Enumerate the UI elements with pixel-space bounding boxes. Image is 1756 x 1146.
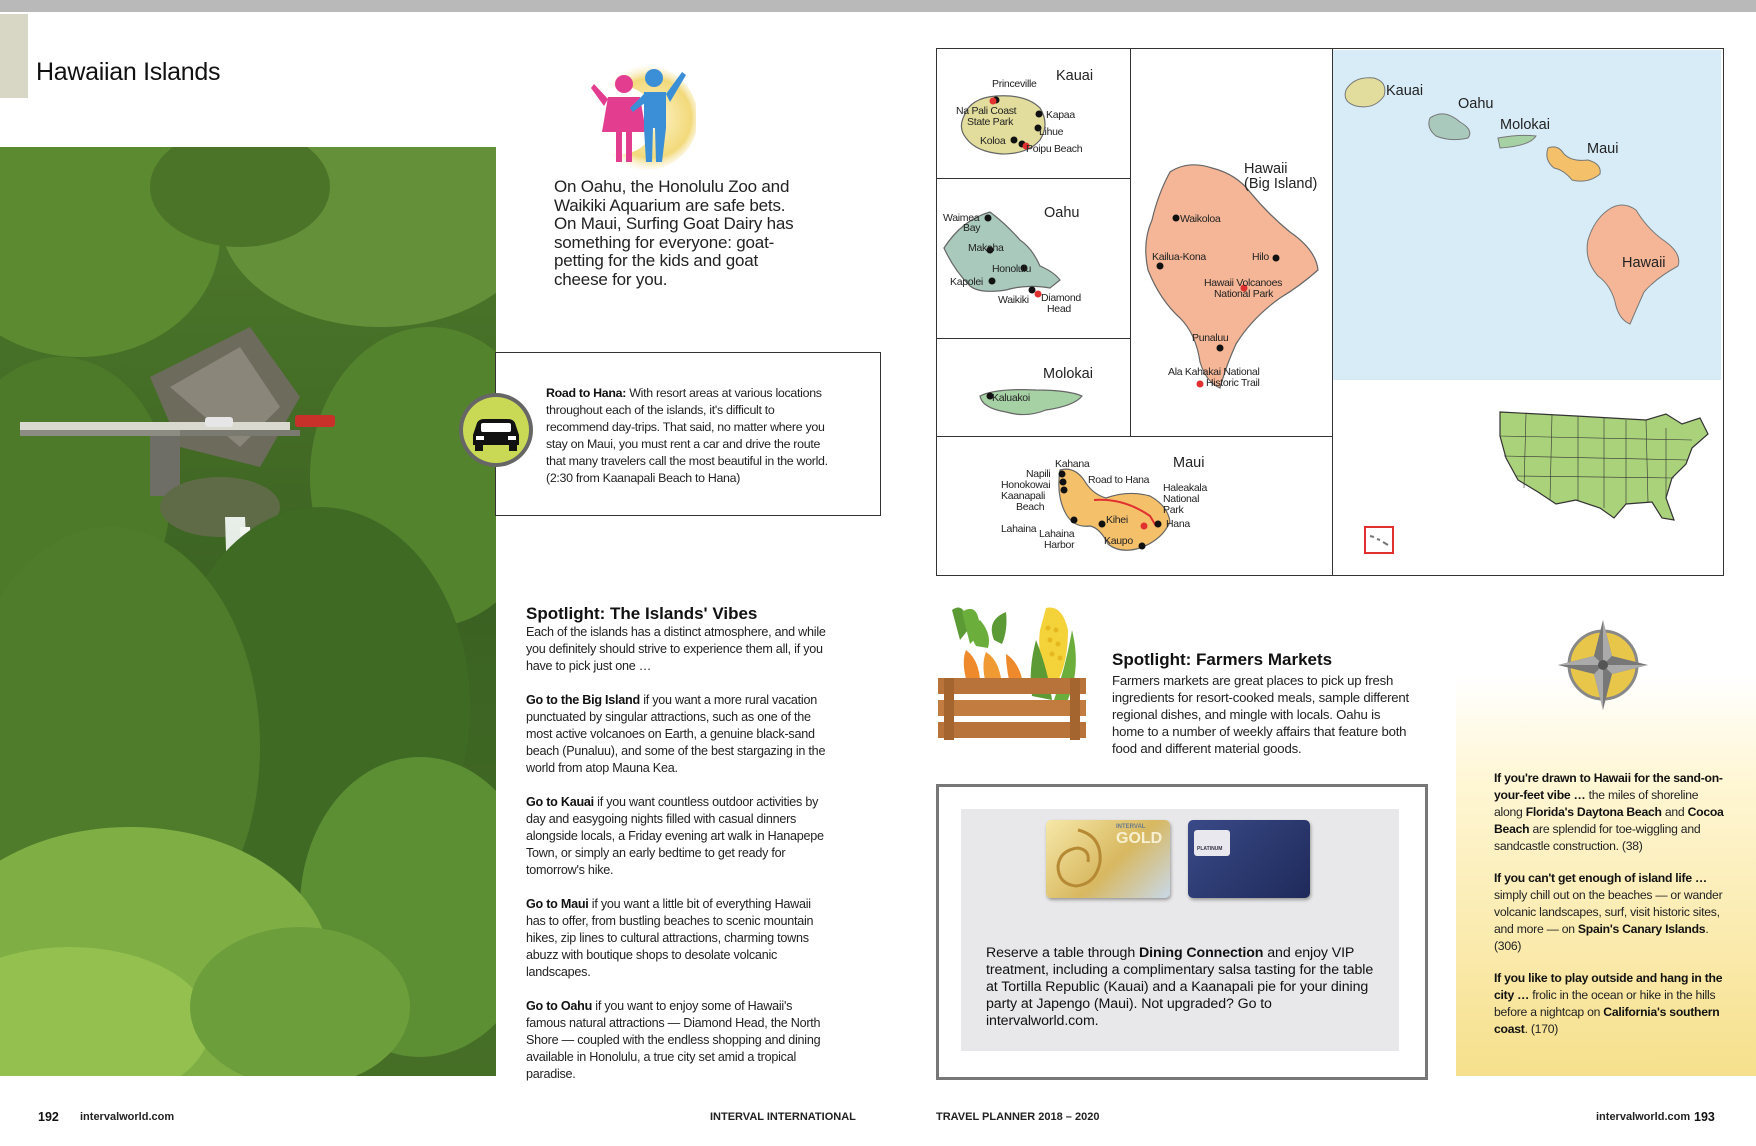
map-label: Waikoloa — [1180, 213, 1221, 225]
dining-text-post: and enjoy VIP treatment, including a complimentary salsa tasting for the table at Tortilla Republic (Kauai) and a Kaanapali pie for your dining party at Japengo (Maui). Not upgraded? Go to intervalworld.com. — [986, 945, 1374, 1029]
map-label: Beach — [1016, 501, 1045, 513]
dining-connection-name: Dining Connection — [1138, 945, 1264, 961]
vibes-item-lead: Go to Maui — [526, 897, 589, 911]
sidebar-item-destination: Florida's Daytona Beach — [1525, 805, 1662, 819]
oahu-map-title: Oahu — [1044, 205, 1080, 221]
footer-publication: TRAVEL PLANNER 2018 – 2020 — [936, 1111, 1100, 1123]
overview-label: Maui — [1587, 141, 1619, 157]
car-icon — [457, 391, 535, 469]
hawaii-map-title: Hawaii — [1244, 161, 1288, 177]
sidebar-item-lead: If you like to play outside and hang in the city … — [1494, 971, 1723, 1002]
sidebar-item-text: are splendid for toe-wiggling and sandcastle construction. (38) — [1494, 822, 1701, 853]
map-label: Kihei — [1106, 514, 1128, 526]
sidebar-item-destination: Spain's Canary Islands — [1577, 922, 1706, 936]
sidebar-item-lead: If you're drawn to Hawaii for the sand-on-your-feet vibe … — [1494, 771, 1723, 802]
map-label: Na Pali Coast — [956, 105, 1017, 117]
gold-card-brand: INTERVAL — [1116, 824, 1146, 830]
vibes-heading: Spotlight: The Islands' Vibes — [526, 604, 758, 623]
produce-crate-icon — [936, 600, 1088, 752]
right-page-number: 193 — [1694, 1110, 1715, 1124]
vibes-item-kauai — [526, 794, 826, 879]
map-label: Honolulu — [992, 263, 1032, 275]
platinum-membership-card — [1188, 820, 1310, 898]
map-label: Bay — [963, 222, 981, 234]
map-label: Haleakala — [1163, 482, 1207, 494]
vibes-intro: Each of the islands has a distinct atmosphere, and while you definitely should strive to experience them all, if you have to pick just one … — [526, 625, 826, 673]
map-divider — [936, 436, 1333, 437]
map-divider — [1130, 48, 1131, 436]
vibes-item-text: if you want countless outdoor activities by day and easygoing nights filled with casual dinners alongside locals, a Friday evening art walk in Hanapepe Town, or simply an early bedtime to get ready for tomorrow's hike. — [526, 795, 824, 877]
sidebar-item-text: frolic in the ocean or hike in the hills before a nightcap on — [1494, 988, 1716, 1019]
map-label: Ala Kahakai National — [1168, 366, 1260, 378]
vibes-item-lead: Go to Kauai — [526, 795, 594, 809]
map-label: State Park — [967, 116, 1014, 128]
map-label: Historic Trail — [1206, 377, 1260, 389]
overview-islands-map — [1340, 70, 1710, 330]
road-to-hana-text — [546, 385, 832, 487]
map-label: National Park — [1214, 288, 1274, 300]
platinum-card-logo — [1194, 830, 1230, 856]
sidebar-item-text: and — [1661, 805, 1688, 819]
map-label: Lihue — [1039, 126, 1064, 138]
map-divider — [936, 178, 1131, 179]
maui-map-title: Maui — [1173, 455, 1205, 471]
sidebar-item-text: . (170) — [1524, 1022, 1559, 1036]
vibes-item-text: if you want to enjoy some of Hawaii's famous natural attractions — Diamond Head, the North Shore — coupled with the endless shopping and dining available in Honolulu, a true city set amid a tropical paradise. — [526, 999, 821, 1081]
map-label: Kaluakoi — [992, 392, 1030, 404]
map-label: Lahaina — [1039, 528, 1075, 540]
map-label: Kahana — [1055, 458, 1090, 470]
overview-label: Hawaii — [1622, 255, 1666, 271]
sidebar-item-text: simply chill out on the beaches — or wander volcanic landscapes, surf, visit historic sites, and more — on — [1494, 888, 1723, 936]
usa-locator-map — [1496, 408, 1712, 528]
left-footer-site: intervalworld.com — [80, 1111, 175, 1123]
map-label: Princeville — [992, 78, 1037, 90]
sidebar-item-destination: Cocoa Beach — [1494, 805, 1724, 836]
vibes-item-text: if you want a little bit of everything Hawaii has to offer, from bustling beaches to scenic mountain hikes, zip lines to cultural attractions, charming towns abuzz with boutique shops to desolate volcanic landscapes. — [526, 897, 814, 979]
vibes-section — [526, 604, 826, 1100]
top-bar — [0, 0, 1756, 12]
map-label: Kaanapali — [1001, 490, 1046, 502]
vibes-item-maui — [526, 896, 826, 981]
map-label: Waimea — [943, 212, 980, 224]
sidebar-item-text: . (306) — [1494, 922, 1709, 953]
sidebar-item-destination: California's southern coast — [1494, 1005, 1720, 1036]
gold-membership-card — [1046, 820, 1170, 898]
sidebar-item — [1494, 870, 1724, 955]
farmers-markets-text: Farmers markets are great places to pick up fresh ingredients for resort-cooked meals, sample different regional dishes, and mingle with locals. Oahu is home to a number of weekly affairs that feature both food and different material goods. — [1112, 673, 1410, 756]
vibes-item-big-island — [526, 692, 826, 777]
left-page-number: 192 — [38, 1110, 59, 1124]
map-label: Harbor — [1044, 539, 1075, 551]
map-label: Hana — [1166, 518, 1190, 530]
compass-icon — [1554, 616, 1652, 714]
map-label: Makaha — [968, 242, 1004, 254]
sidebar-item-text: the miles of shoreline along — [1494, 788, 1699, 819]
vibes-item-oahu — [526, 998, 826, 1083]
sidebar-text — [1494, 770, 1724, 1053]
map-label: Poipu Beach — [1026, 143, 1083, 155]
map-label: Punaluu — [1192, 332, 1229, 344]
vibes-item-text: if you want a more rural vacation punctuated by singular attractions, such as one of the most active volcanoes on Earth, a genuine black-sand beach (Punaluu), and some of the best stargazing in the world from atop Mauna Kea. — [526, 693, 826, 775]
map-label: Koloa — [980, 135, 1006, 147]
map-label: Honokowai — [1001, 479, 1051, 491]
sidebar-item — [1494, 970, 1724, 1038]
map-label: Road to Hana — [1088, 474, 1150, 486]
title-tab — [0, 14, 28, 98]
footer-publisher: INTERVAL INTERNATIONAL — [710, 1111, 856, 1123]
family-icon — [586, 62, 696, 170]
hawaii-locator-box — [1364, 526, 1394, 554]
overview-label: Molokai — [1500, 117, 1550, 133]
vibes-item-lead: Go to Oahu — [526, 999, 593, 1013]
farmers-markets-heading: Spotlight: Farmers Markets — [1112, 650, 1333, 669]
map-label: Head — [1047, 303, 1071, 315]
map-label: Kapaa — [1046, 109, 1075, 121]
waterfall-photo — [0, 147, 496, 1076]
map-label: Kailua-Kona — [1152, 251, 1206, 263]
kids-tip-text: On Oahu, the Honolulu Zoo and Waikiki Aquarium are safe bets. On Maui, Surfing Goat Dairy has something for everyone: goat-petting for the kids and goat cheese for you. — [554, 177, 794, 289]
map-label: Diamond — [1041, 292, 1081, 304]
map-label: Hawaii Volcanoes — [1204, 277, 1283, 289]
molokai-map-title: Molokai — [1043, 366, 1093, 382]
overview-label: Oahu — [1458, 96, 1494, 112]
platinum-card-label: PLATINUM — [1197, 846, 1223, 852]
road-to-hana-heading: Road to Hana: — [546, 386, 627, 400]
sidebar-item-lead: If you can't get enough of island life … — [1494, 871, 1707, 885]
map-divider — [936, 338, 1131, 339]
right-footer-site: intervalworld.com — [1596, 1111, 1691, 1123]
dining-text-pre: Reserve a table through — [986, 945, 1139, 961]
map-label: Hilo — [1252, 251, 1269, 263]
vibes-item-lead: Go to the Big Island — [526, 693, 640, 707]
sidebar-item — [1494, 770, 1724, 855]
map-label: Kaupo — [1104, 535, 1133, 547]
overview-label: Kauai — [1386, 83, 1424, 99]
map-label: Park — [1163, 504, 1184, 516]
gold-card-label: GOLD — [1116, 830, 1163, 847]
dining-connection-text — [986, 945, 1384, 1030]
road-to-hana-body: With resort areas at various locations throughout each of the islands, it's difficult to recommend day-trips. That said, no matter where you stay on Maui, you must rent a car and drive the route that many travelers call the most beautiful in the world. (2:30 from Kaanapali Beach to Hana) — [546, 386, 828, 485]
map-label: Lahaina — [1001, 523, 1037, 535]
map-label: Kapolei — [950, 276, 983, 288]
hawaii-map-subtitle: (Big Island) — [1244, 176, 1318, 192]
page-title: Hawaiian Islands — [36, 58, 221, 86]
map-label: National — [1163, 493, 1200, 505]
kauai-map-title: Kauai — [1056, 68, 1094, 84]
map-label: Napili — [1026, 468, 1051, 480]
map-label: Waikiki — [998, 294, 1029, 306]
